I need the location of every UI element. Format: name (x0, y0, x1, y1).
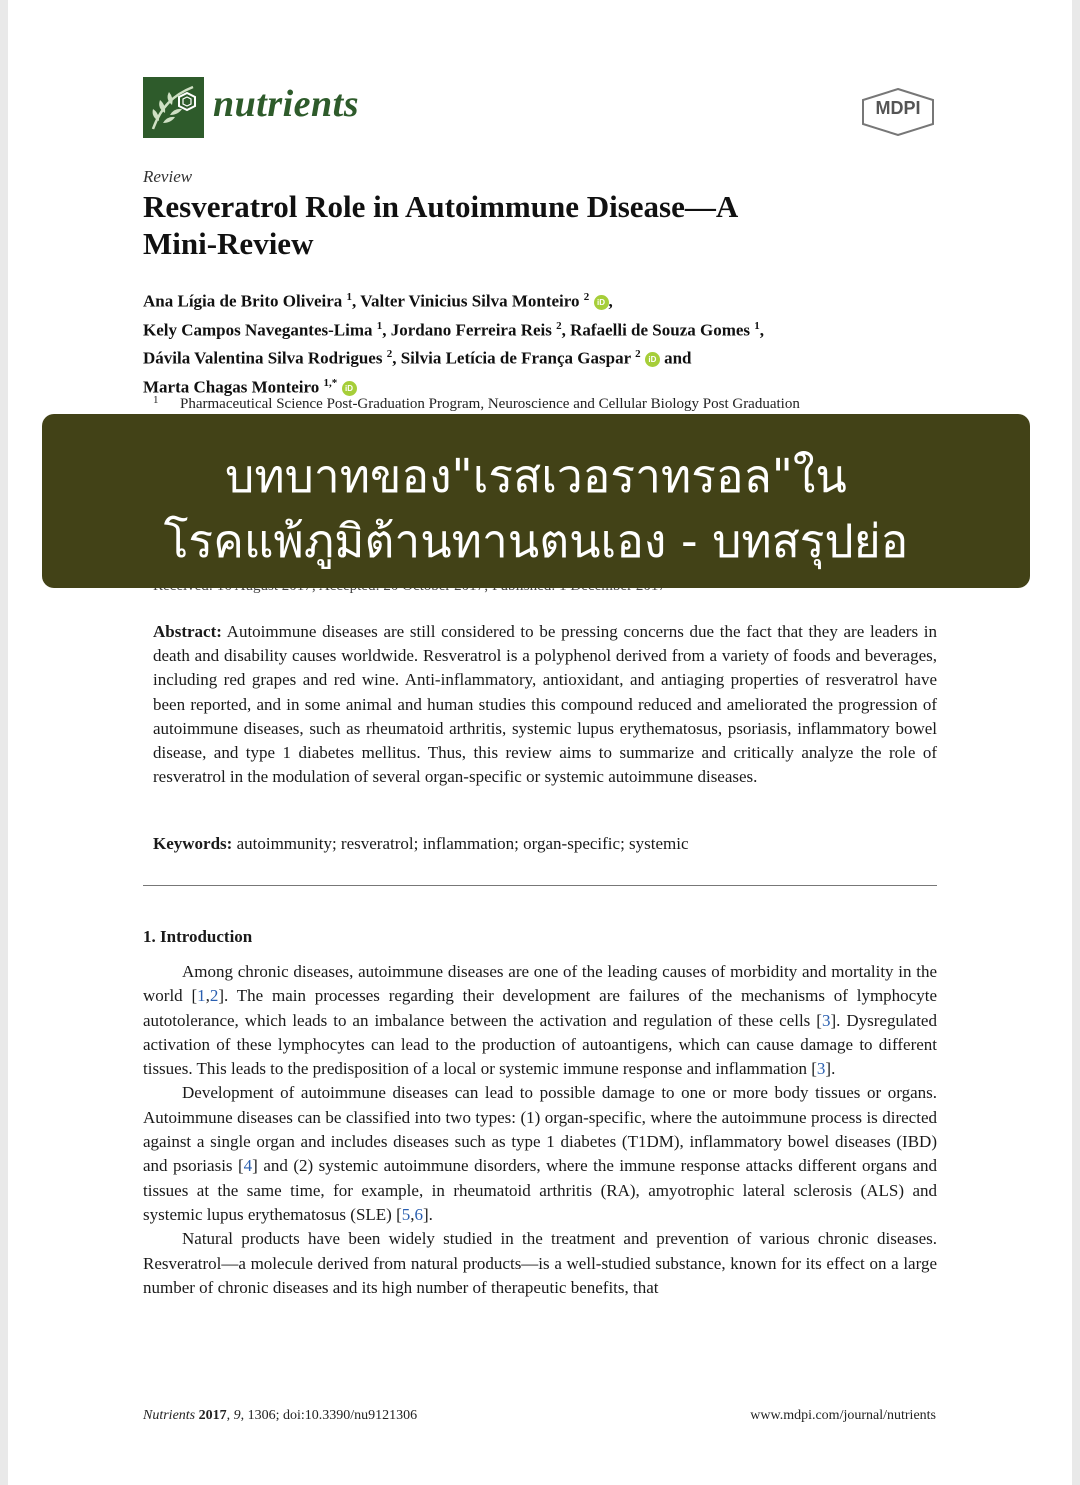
banner-line-2: โรคแพ้ภูมิต้านทานตนเอง - บทสรุปย่อ (163, 514, 909, 568)
body-paragraph (143, 960, 937, 1081)
abstract (153, 620, 937, 789)
orcid-icon[interactable]: iD (342, 381, 357, 396)
journal-logo-icon (143, 77, 204, 138)
article-title (143, 188, 903, 262)
author-affiliation-marker: 1 (346, 291, 353, 303)
paragraph-text: Among chronic diseases, autoimmune diseases are one of the leading causes of morbidity and mortality in the world [ (143, 962, 937, 1006)
introduction-body (143, 960, 937, 1300)
paragraph-text: ] and (2) systemic autoimmune disorders, where the immune response attacks different organs and tissues at the same time, for example, in rheumatoid arthritis (RA), amyotrophic lateral sclerosis (ALS) and systemic lupus erythematosus (SLE) [ (143, 1156, 937, 1224)
author-affiliation-marker: 2 (386, 348, 393, 361)
title-line-1: Resveratrol Role in Autoimmune Disease—A (143, 189, 739, 224)
author-separator: , (382, 320, 391, 340)
author-name: Dávila Valentina Silva Rodrigues (143, 348, 383, 368)
paragraph-text: ]. The main processes regarding their development are failures of the mechanisms of lymphocyte autotolerance, which leads to an imbalance between the activation and regulation of these cells [ (143, 986, 937, 1030)
author-name: Ana Lígia de Brito Oliveira (143, 291, 343, 311)
citation-link[interactable]: 3 (816, 1059, 826, 1079)
author-name: Kely Campos Navegantes-Lima (143, 320, 373, 340)
author-list (143, 285, 943, 400)
footer-volume: 9 (233, 1408, 241, 1423)
author-affiliation-marker: 2 (556, 319, 562, 332)
paragraph-text: Natural products have been widely studied in the treatment and prevention of various chronic diseases. Resveratrol—a molecule derived from natural products—is a well-studied substance, known for its effect on a large number of chronic diseases and its high number of therapeutic benefits, that (143, 1229, 937, 1297)
banner-line-1: บทบาทของ"เรสเวอราทรอล"ใน (225, 449, 847, 503)
keywords (153, 834, 937, 854)
citation-link[interactable]: 3 (821, 1010, 831, 1030)
paragraph-text: , (205, 986, 210, 1006)
author-separator: and (659, 348, 692, 368)
orcid-icon[interactable]: iD (645, 352, 660, 367)
section-heading: 1. Introduction (143, 927, 253, 946)
paragraph-text: ]. Dysregulated activation of these lymphocytes can lead to the production of autoantigens, which can cause damage to different tissues. This leads to the predisposition of a local or systemic immune response and inflammation [ (143, 1010, 937, 1079)
footer-url: www.mdpi.com/journal/nutrients (750, 1408, 936, 1423)
keywords-label: Keywords: (153, 834, 233, 853)
citation-link[interactable]: 1 (197, 986, 206, 1006)
author-name: Marta Chagas Monteiro (143, 377, 320, 397)
author-affiliation-marker: 2 (583, 291, 590, 303)
citation-link[interactable]: 2 (209, 986, 219, 1006)
author-separator: , (561, 320, 571, 340)
author-affiliation-marker: 1,* (323, 376, 338, 389)
author-affiliation-marker: 2 (635, 348, 641, 361)
paragraph-text: ]. (423, 1204, 433, 1224)
footer-year: 2017 (198, 1408, 227, 1423)
section-divider (143, 885, 937, 886)
author-name: Silvia Letícia de França Gaspar (400, 348, 631, 368)
author-separator: , (759, 320, 765, 340)
thai-title-banner (42, 414, 1030, 588)
citation-link[interactable]: 5 (401, 1204, 411, 1224)
affiliation-number: 1 (153, 394, 159, 406)
author-separator: , (608, 291, 613, 311)
abstract-text: Autoimmune diseases are still considered to be pressing concerns due the fact that they are leaders in death and disability causes worldwide. Resveratrol is a polyphenol derived from a variety of foods and beverages, including red grapes and red wine. Anti-inflammatory, antioxidant, and antiaging properties of resveratrol have been reported, and in some animal and human studies this compound reduced and ameliorated the progression of autoimmune diseases, such as rheumatoid arthritis, systemic lupus erythematosus, psoriasis, inflammatory bowel disease, and type 1 diabetes mellitus. Thus, this review aims to summarize and critically analyze the role of resveratrol in the modulation of several organ-specific or systemic autoimmune diseases. (153, 622, 937, 787)
author-name: Rafaelli de Souza Gomes (570, 320, 751, 340)
body-paragraph (143, 1227, 937, 1300)
paragraph-text: , (410, 1204, 415, 1224)
footer-journal: Nutrients (143, 1408, 196, 1423)
title-line-2: Mini-Review (143, 226, 314, 261)
paragraph-text: ]. (825, 1059, 836, 1079)
affiliation-text: Pharmaceutical Science Post-Graduation Program, Neuroscience and Cellular Biology Post Graduation (180, 396, 800, 412)
paragraph-text: Development of autoimmune diseases can lead to possible damage to one or more body tissues or organs. Autoimmune diseases can be classified into two types: (1) organ-specific, where the autoimmune process is directed against a single organ and includes diseases such as type 1 diabetes (T1DM), inflammatory bowel diseases (IBD) and psoriasis [ (143, 1083, 937, 1176)
mdpi-logo (860, 88, 936, 136)
author-name: Valter Vinicius Silva Monteiro (360, 291, 580, 311)
author-name: Jordano Ferreira Reis (390, 320, 552, 340)
citation-link[interactable]: 4 (243, 1156, 253, 1176)
article-type: Review (143, 167, 193, 186)
footer-doi: , 1306; doi:10.3390/nu9121306 (240, 1408, 418, 1423)
author-separator: , (352, 291, 361, 311)
publisher-name: MDPI (875, 98, 921, 118)
body-paragraph (143, 1081, 937, 1227)
author-affiliation-marker: 1 (754, 319, 760, 332)
author-separator: , (392, 348, 401, 368)
orcid-icon[interactable]: iD (594, 295, 609, 310)
author-affiliation-marker: 1 (376, 319, 383, 332)
abstract-label: Abstract: (153, 622, 222, 641)
footer-citation: Nutrients 2017, 9, 1306; doi:10.3390/nu9121306 (143, 1408, 418, 1423)
citation-link[interactable]: 6 (414, 1204, 423, 1224)
journal-name: nutrients (213, 83, 360, 125)
keywords-text: autoimmunity; resveratrol; inflammation; organ-specific; systemic (236, 834, 689, 853)
